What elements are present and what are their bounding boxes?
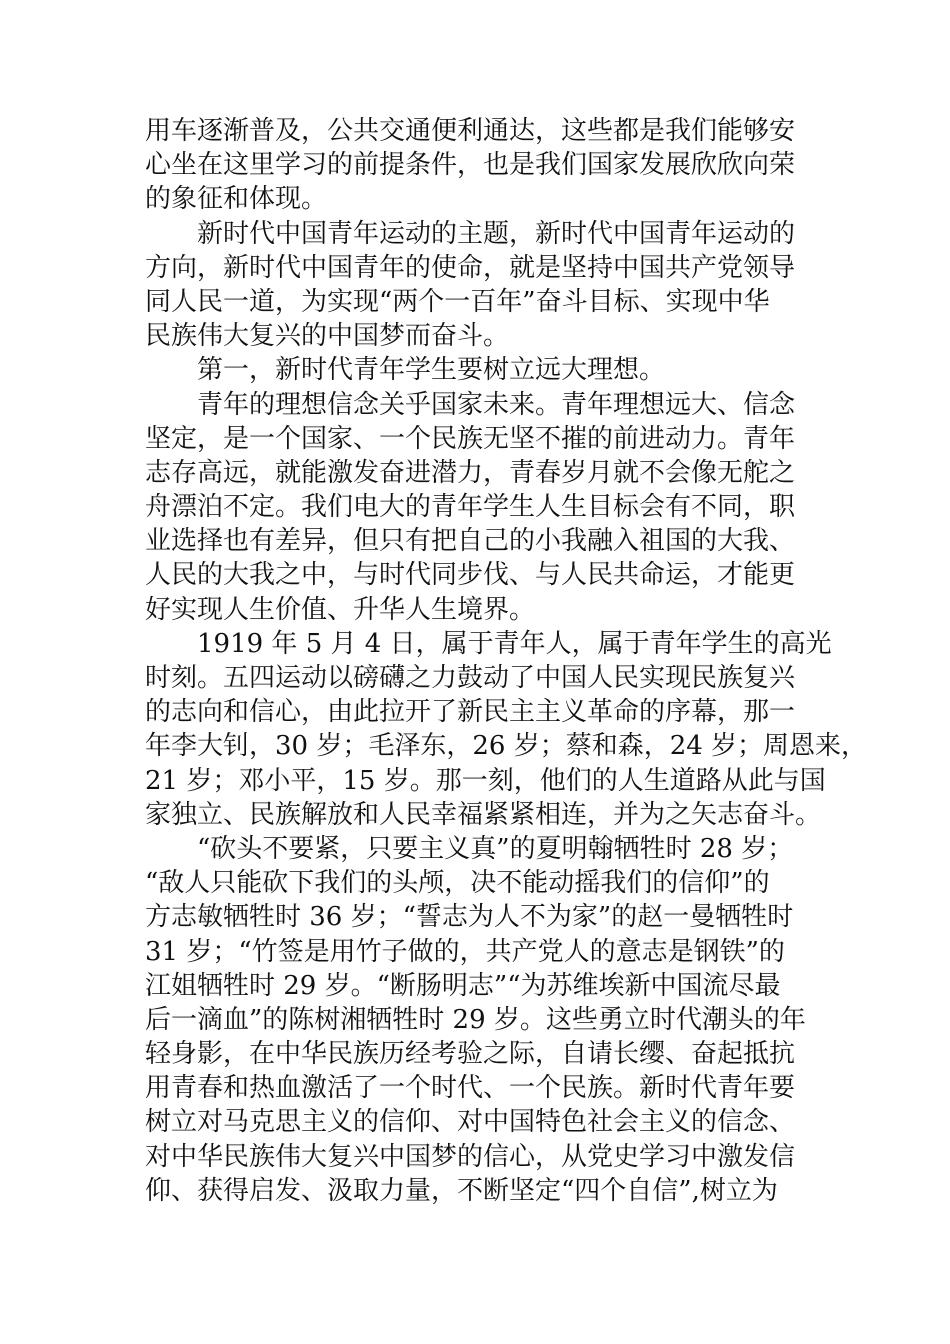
text-line: 用车逐渐普及，公共交通便利通达，这些都是我们能够安 — [145, 116, 796, 146]
text-line: 树立对马克思主义的信仰、对中国特色社会主义的信念、 — [145, 1107, 796, 1138]
text-line: 时刻。五四运动以磅礴之力鼓动了中国人民实现民族复兴 — [145, 663, 796, 693]
text-line: 青年的理想信念关乎国家未来。青年理想远大、信念 — [197, 389, 796, 420]
text-line: 坚定，是一个国家、一个民族无坚不摧的前进动力。青年 — [145, 423, 796, 454]
text-line: 好实现人生价值、升华人生境界。 — [145, 594, 536, 625]
text-line: 方向，新时代中国青年的使命，就是坚持中国共产党领导 — [145, 252, 796, 283]
text-line: 家独立、民族解放和人民幸福紧紧相连，并为之矢志奋斗。 — [145, 799, 822, 830]
text-line: 同人民一道，为实现“两个一百年”奋斗目标、实现中华 — [145, 286, 770, 317]
text-line: 对中华民族伟大复兴中国梦的信心，从党史学习中激发信 — [145, 1141, 796, 1172]
text-line: “敌人只能砍下我们的头颅，决不能动摇我们的信仰”的 — [145, 868, 770, 899]
text-line: 用青春和热血激活了一个时代、一个民族。新时代青年要 — [145, 1073, 796, 1104]
text-line: 轻身影，在中华民族历经考验之际，自请长缨、奋起抵抗 — [145, 1039, 796, 1070]
text-line: 21 岁；邓小平，15 岁。那一刻，他们的人生道路从此与国 — [145, 765, 826, 796]
text-line: 年李大钊，30 岁；毛泽东，26 岁；蔡和森，24 岁；周恩来， — [145, 731, 868, 762]
document-body — [145, 114, 868, 1208]
text-line: 的志向和信心，由此拉开了新民主主义革命的序幕，那一 — [145, 697, 796, 728]
text-line: 江姐牺牲时 29 岁。“断肠明志”“为苏维埃新中国流尽最 — [145, 970, 781, 1001]
text-line: 后一滴血”的陈树湘牺牲时 29 岁。这些勇立时代潮头的年 — [145, 1004, 806, 1035]
text-line: 志存高远，就能激发奋进潜力，青春岁月就不会像无舵之 — [145, 457, 796, 488]
text-line: 舟漂泊不定。我们电大的青年学生人生目标会有不同，职 — [145, 492, 796, 523]
text-line: 心坐在这里学习的前提条件，也是我们国家发展欣欣向荣 — [145, 150, 796, 181]
text-line: 方志敏牺牲时 36 岁；“誓志为人不为家”的赵一曼牺牲时 — [145, 902, 794, 933]
text-line: 新时代中国青年运动的主题，新时代中国青年运动的 — [197, 218, 796, 249]
text-line: 人民的大我之中，与时代同步伐、与人民共命运，才能更 — [145, 560, 796, 591]
text-line: 民族伟大复兴的中国梦而奋斗。 — [145, 321, 510, 352]
text-line: 业选择也有差异，但只有把自己的小我融入祖国的大我、 — [145, 526, 796, 557]
text-line: 第一，新时代青年学生要树立远大理想。 — [197, 355, 666, 386]
text-line: 的象征和体现。 — [145, 184, 328, 215]
text-line: 1919 年 5 月 4 日，属于青年人，属于青年学生的高光 — [197, 628, 832, 659]
text-line: “砍头不要紧，只要主义真”的夏明翰牺牲时 28 岁； — [197, 833, 794, 864]
text-line: 31 岁；“竹签是用竹子做的，共产党人的意志是钢铁”的 — [145, 936, 785, 967]
text-line: 仰、获得启发、汲取力量，不断坚定“四个自信”,树立为 — [145, 1175, 778, 1206]
